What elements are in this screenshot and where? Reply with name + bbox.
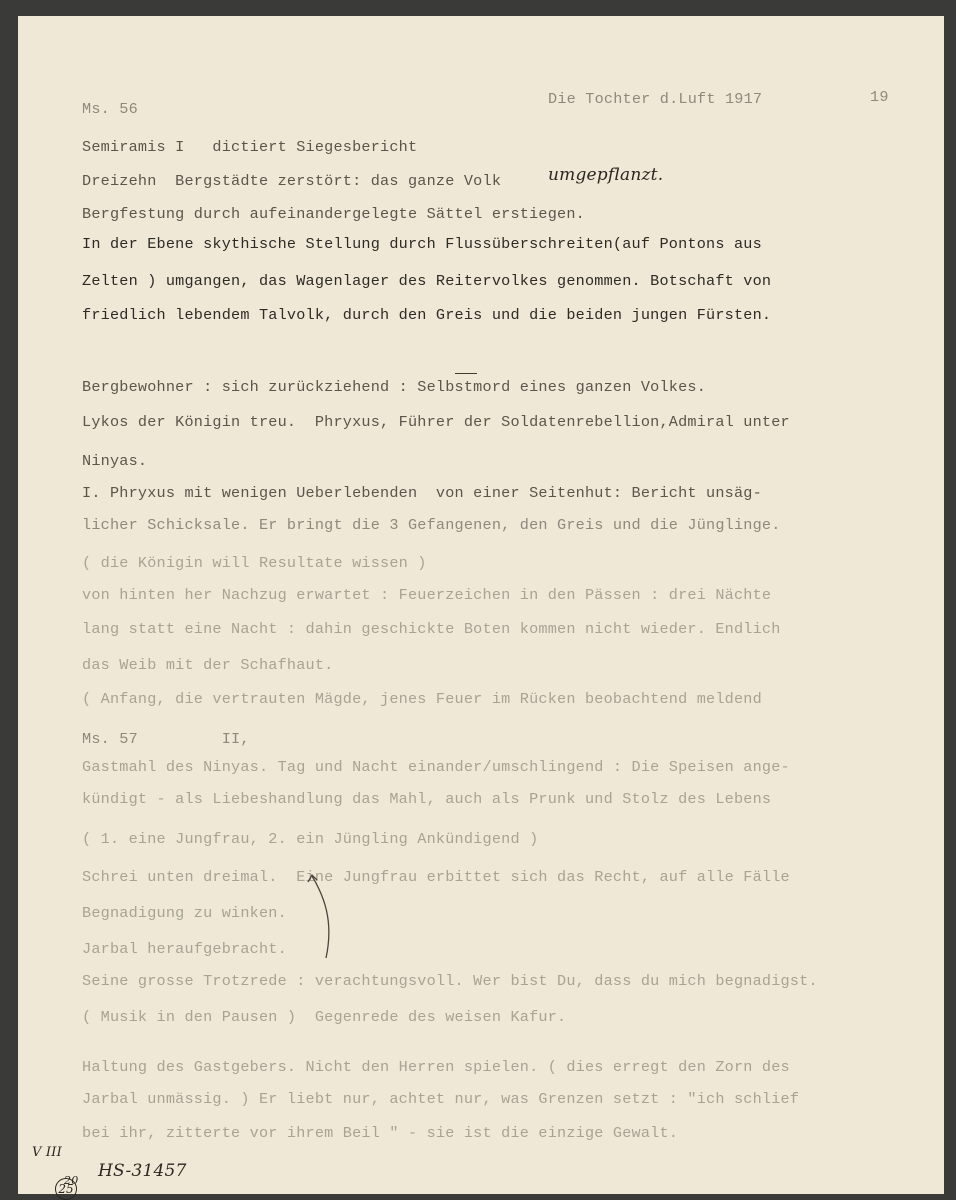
text-line-26: Haltung des Gastgebers. Nicht den Herren spielen. ( dies erregt den Zorn des [82, 1058, 790, 1076]
text-line-18: Gastmahl des Ninyas. Tag und Nacht einander/umschlingend : Die Speisen ange- [82, 758, 790, 776]
text-line-14: lang statt eine Nacht : dahin geschickte Boten kommen nicht wieder. Endlich [82, 620, 781, 638]
text-line-16: ( Anfang, die vertrauten Mägde, jenes Feuer im Rücken beobachtend meldend [82, 690, 762, 708]
section-divider [455, 373, 477, 374]
text-line-22: Begnadigung zu winken. [82, 904, 287, 922]
text-line-4: In der Ebene skythische Stellung durch Flussüberschreiten(auf Pontons aus [82, 235, 762, 253]
archive-signature: HS-31457 [98, 1161, 187, 1181]
text-line-1: Semiramis I dictiert Siegesbericht [82, 138, 418, 156]
text-line-25: ( Musik in den Pausen ) Gegenrede des weisen Kafur. [82, 1008, 567, 1026]
text-line-13: von hinten her Nachzug erwartet : Feuerzeichen in den Pässen : drei Nächte [82, 586, 772, 604]
handwritten-insert: umgepflanzt. [548, 165, 664, 185]
text-line-3: Bergfestung durch aufeinandergelegte Sättel erstiegen. [82, 205, 585, 223]
text-line-12: ( die Königin will Resultate wissen ) [82, 554, 427, 572]
text-line-21: Schrei unten dreimal. Eine Jungfrau erbittet sich das Recht, auf alle Fälle [82, 868, 790, 886]
text-line-23: Jarbal heraufgebracht. [82, 940, 287, 958]
archive-suffix: 20 [64, 1174, 79, 1187]
archive-roman-mark: V III [32, 1145, 62, 1160]
text-line-6: friedlich lebendem Talvolk, durch den Greis und die beiden jungen Fürsten. [82, 306, 772, 324]
text-line-28: bei ihr, zitterte vor ihrem Beil " - sie ist die einzige Gewalt. [82, 1124, 679, 1142]
page-number: 19 [870, 88, 889, 106]
text-line-27: Jarbal unmässig. ) Er liebt nur, achtet nur, was Grenzen setzt : "ich schlief [82, 1090, 800, 1108]
text-line-11: licher Schicksale. Er bringt die 3 Gefangenen, den Greis und die Jünglinge. [82, 516, 781, 534]
text-line-15: das Weib mit der Schafhaut. [82, 656, 334, 674]
pencil-arrow-annotation [304, 866, 344, 966]
text-line-9: Ninyas. [82, 452, 148, 470]
text-line-2: Dreizehn Bergstädte zerstört: das ganze Volk [82, 172, 502, 190]
text-line-7: Bergbewohner : sich zurückziehend : Selbstmord eines ganzen Volkes. [82, 378, 707, 396]
text-line-8: Lykos der Königin treu. Phryxus, Führer der Soldatenrebellion,Admiral unter [82, 413, 790, 431]
text-line-5: Zelten ) umgangen, das Wagenlager des Reitervolkes genommen. Botschaft von [82, 272, 772, 290]
text-line-24: Seine grosse Trotzrede : verachtungsvoll. Wer bist Du, dass du mich begnadigst. [82, 972, 818, 990]
text-line-19: kündigt - als Liebeshandlung das Mahl, auch als Prunk und Stolz des Lebens [82, 790, 772, 808]
document-page [18, 16, 944, 1194]
archive-circled-number: 25 [55, 1178, 77, 1200]
text-line-17: Ms. 57 II, [82, 730, 250, 748]
ms-number: Ms. 56 [82, 100, 138, 118]
text-line-20: ( 1. eine Jungfrau, 2. ein Jüngling Ankündigend ) [82, 830, 539, 848]
text-line-10: I. Phryxus mit wenigen Ueberlebenden von einer Seitenhut: Bericht unsäg- [82, 484, 762, 502]
document-title: Die Tochter d.Luft 1917 [548, 90, 763, 108]
